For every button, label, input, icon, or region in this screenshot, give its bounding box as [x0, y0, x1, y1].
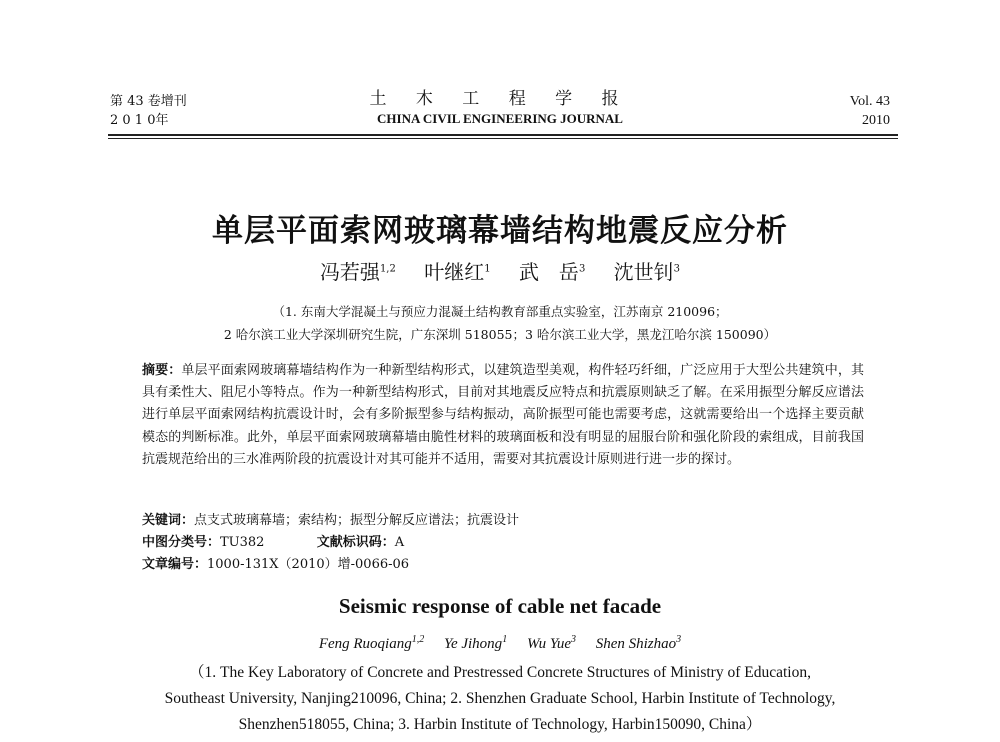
author-list-cn [0, 256, 1000, 285]
affiliation-en-line-3: Shenzhen518055, China; 3. Harbin Institute of Technology, Harbin150090, China） [238, 716, 762, 733]
author-en: Feng Ruoqiang$^{1,2}$ [318, 634, 425, 652]
article-number-label: 文章编号： [142, 557, 208, 572]
author-list-en [0, 634, 1000, 653]
affiliation-en [0, 660, 1000, 738]
author-en: Wu Yue$^3$ [526, 634, 576, 652]
paper-title-en: Seismic response of cable net facade [338, 594, 662, 618]
volume-label: Vol. 43 [849, 94, 890, 109]
doc-code-label: 文献标识码： [316, 535, 395, 550]
paper-title-cn: 单层平面索网玻璃幕墙结构地震反应分析 [212, 213, 788, 249]
abstract-label: 摘要： [142, 363, 182, 378]
author-cn: 沈世钊$^3$ [613, 260, 681, 284]
author-en: Shen Shizhao$^3$ [595, 634, 682, 652]
journal-name-en: CHINA CIVIL ENGINEERING JOURNAL [377, 111, 623, 126]
year-label-cn: 2 0 1 0年 [110, 113, 169, 128]
keywords-label: 关键词： [142, 513, 195, 528]
keywords [142, 510, 519, 532]
affiliation-cn-line-2: 2 哈尔滨工业大学深圳研究生院，广东深圳 518055；3 哈尔滨工业大学，黑龙江哈尔滨 150090） [223, 327, 777, 342]
year-label: 2010 [862, 113, 890, 128]
abstract [142, 360, 864, 471]
header-rule-thin [108, 138, 898, 139]
author-en: Ye Jihong$^1$ [443, 634, 508, 652]
article-number-line [142, 554, 409, 576]
issue-label: 第 43 卷增刊 [110, 94, 187, 109]
classification-value: TU382 [220, 535, 265, 550]
affiliation-en-line-2: Southeast University, Nanjing210096, China; 2. Shenzhen Graduate School, Harbin Institute of Technology, [164, 690, 836, 707]
article-number-value: 1000-131X（2010）增-0066-06 [207, 557, 410, 572]
abstract-text: 单层平面索网玻璃幕墙结构作为一种新型结构形式，以建筑造型美观，构件轻巧纤细，广泛应用于大型公共建筑中，其具有柔性大、阻尼小等特点。作为一种新型结构形式，目前对其地震反应特点和抗震原则缺乏了解。在采用振型分解反应谱法进行单层平面索网结构抗震设计时，会有多阶振型参与结构振动，高阶振型可能也需要考虑，这就需要给出一个选择主要贡献模态的判断标准。此外，单层平面索网玻璃幕墙由脆性材料的玻璃面板和没有明显的屈服台阶和强化阶段的索组成，目前我国抗震规范给出的三水准两阶段的抗震设计对其可能并不适用，需要对其抗震设计原则进行进一步的探讨。 [142, 363, 864, 467]
doc-code-value: A [394, 535, 405, 550]
classification-line [142, 532, 404, 554]
journal-name-cn: 土 木 工 程 学 报 [369, 89, 631, 109]
keywords-text: 点支式玻璃幕墙；索结构；振型分解反应谱法；抗震设计 [194, 513, 520, 528]
author-cn: 叶继红$^1$ [424, 260, 491, 284]
author-cn: 武 岳$^3$ [518, 260, 586, 284]
running-header-right [850, 92, 890, 130]
affiliation-en-line-1: （1. The Key Laboratory of Concrete and Prestressed Concrete Structures of Ministry of Education, [189, 664, 811, 681]
header-rule-thick [108, 134, 898, 136]
author-cn: 冯若强$^{1,2}$ [319, 260, 396, 284]
affiliation-cn-line-1: （1. 东南大学混凝土与预应力混凝土结构教育部重点实验室，江苏南京 210096； [272, 304, 728, 319]
classification-label: 中图分类号： [142, 535, 221, 550]
